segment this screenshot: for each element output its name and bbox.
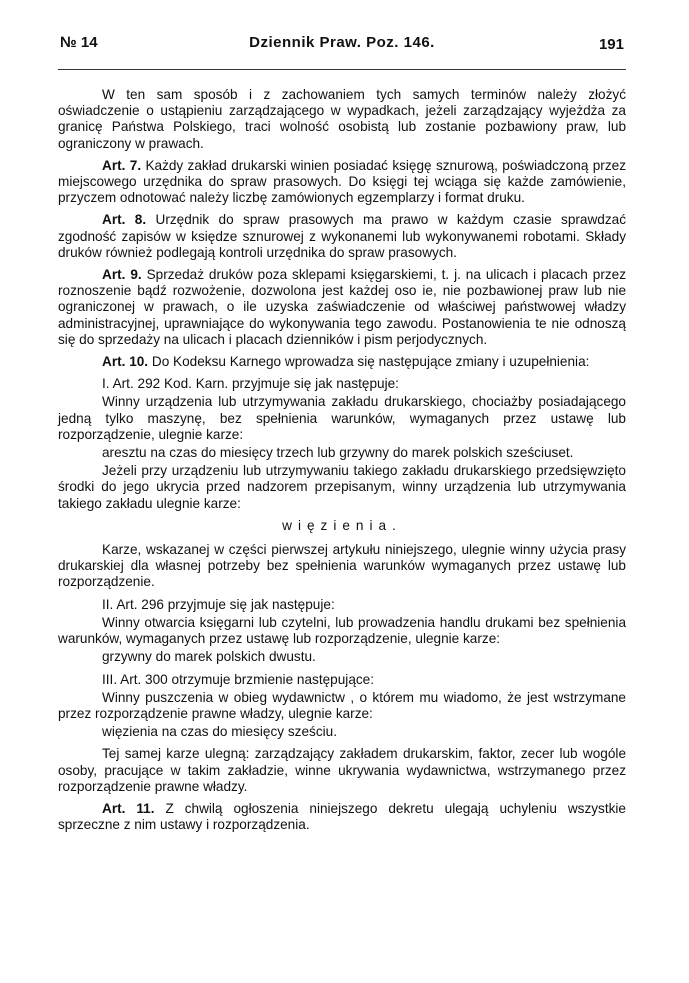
amendment-3-text: Winny puszczenia w obieg wydawnictw , o którem mu wiadomo, że jest wstrzymane przez rozporządzenie prawne władzy, ulegnie karze:	[58, 689, 626, 721]
header-rule	[58, 69, 626, 70]
article-9	[58, 267, 626, 348]
article-9-label: Art. 9.	[102, 267, 142, 283]
amendment-1-penalty-2: więzienia.	[282, 517, 402, 533]
paragraph-intro: W ten sam sposób i z zachowaniem tych samych terminów należy złożyć oświadczenie o ustąpieniu zarządzającego w wypadkach, jeżeli zarządzający wyjeżdża za granicę Państwa Polskiego, traci wolność osobistą lub zostanie pozbawiony praw, lub ograniczony w prawach.	[58, 87, 626, 151]
amendment-2-text: Winny otwarcia księgarni lub czytelni, lub prowadzenia handlu drukami bez spełnienia warunków, wymaganych przez ustawę lub rozporządzenie, ulegnie karze:	[58, 614, 626, 647]
article-8-text: Urzędnik do spraw prasowych ma prawo w każdym czasie sprawdzać zgodność zapisów w księdze sznurowej z wykonanemi lub wykonywanemi robotami. Składy druków również podlegają kontroli urzędnika do spraw prasowych.	[58, 212, 627, 260]
article-11-text: Z chwilą ogłoszenia niniejszego dekretu ulegają uchyleniu wszystkie sprzeczne z nim ustawy i rozporządzenia.	[58, 800, 626, 833]
article-8-label: Art. 8.	[102, 212, 147, 228]
amendment-3-penalty: więzienia na czas do miesięcy sześciu.	[102, 724, 337, 740]
article-7-label: Art. 7.	[102, 157, 142, 173]
article-8	[58, 212, 626, 261]
article-10-label: Art. 10.	[102, 354, 149, 370]
page-number: 191	[598, 36, 624, 53]
page-header	[58, 26, 626, 54]
amendment-1-text: Winny urządzenia lub utrzymywania zakładu drukarskiego, chociażby posiadającego jedną tylko maszynę, bez spełnienia warunków, wymaganych przez ustawę lub rozporządzenie, ulegnie karze:	[58, 394, 626, 442]
amendment-3-text-2: Tej samej karze ulegną: zarządzający zakładem drukarskim, faktor, zecer lub wogóle osoby, pracujące w takim zakładzie, winne ukrywania wydawnictwa, wstrzymanego przez rozporządzenie prawne władzy.	[58, 746, 626, 794]
amendment-1-heading: I. Art. 292 Kod. Karn. przyjmuje się jak następuje:	[102, 376, 399, 392]
document-page	[58, 26, 626, 839]
article-9-text: Sprzedaż druków poza sklepami księgarskiemi, t. j. na ulicach i placach przez roznoszenie bądź rozwożenie, dozwolona jest każdej oso ie, nie pozbawionej praw lub nie ograniczonej w prawach, o ile uzyska zaświadczenie od właściwej państwowej władzy administracyjnej, uprawniające do wykonywania tego zawodu. Postanowienia te nie odnoszą się do sprzedaży na ulicach i placach dzienników i pism perjodycznych.	[58, 267, 627, 347]
issue-number: № 14	[60, 34, 98, 51]
article-7-text: Każdy zakład drukarski winien posiadać księgę sznurową, poświadczoną przez miejscowego urzędnika do spraw prasowych. Do księgi tej wciąga się każde zamówienie, przyczem odnotować należy liczbę zamówionych egzemplarzy i format druku.	[58, 157, 626, 206]
amendment-2-penalty: grzywny do marek polskich dwustu.	[102, 649, 316, 665]
amendment-1-penalty: aresztu na czas do miesięcy trzech lub grzywny do marek polskich sześciuset.	[102, 445, 574, 461]
article-10	[58, 354, 626, 370]
article-11	[58, 801, 626, 833]
amendment-2-heading: II. Art. 296 przyjmuje się jak następuje:	[102, 596, 335, 612]
journal-title: Dziennik Praw. Poz. 146.	[249, 34, 435, 51]
amendment-1-text-2: Jeżeli przy urządzeniu lub utrzymywaniu takiego zakładu drukarskiego przedsięwzięto środki do jego ukrycia przed nadzorem przepisanym, winny urządzenia lub utrzymywania takiego zakładu ulegnie karze:	[58, 463, 626, 511]
article-11-label: Art. 11.	[102, 800, 155, 816]
amendment-1-text-3: Karze, wskazanej w części pierwszej artykułu niniejszego, ulegnie winny użycia prasy drukarskiej dla własnej potrzeby bez spełnienia warunków wymaganych przez ustawę lub rozporządzenie.	[58, 542, 626, 590]
article-10-text: Do Kodeksu Karnego wprowadza się następujące zmiany i uzupełnienia:	[151, 354, 590, 370]
amendment-3-heading: III. Art. 300 otrzymuje brzmienie następujące:	[102, 671, 375, 687]
document-body	[58, 87, 626, 833]
article-7	[58, 158, 626, 207]
